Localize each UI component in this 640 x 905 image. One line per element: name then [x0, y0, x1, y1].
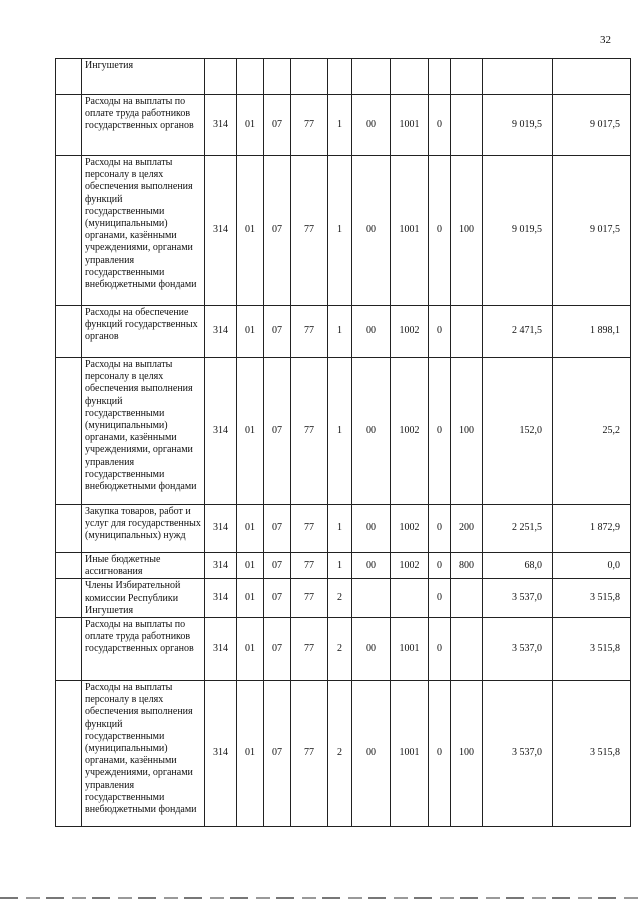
cell-vr: 100 — [451, 358, 483, 505]
cell-gr: 314 — [205, 553, 237, 579]
cell-c1: 77 — [291, 618, 328, 681]
cell-gr: 314 — [205, 95, 237, 156]
cell-c5: 0 — [429, 553, 451, 579]
cell-v1: 3 537,0 — [483, 681, 553, 827]
cell-rz: 01 — [237, 156, 264, 306]
cell-rz: 01 — [237, 505, 264, 553]
cell-c3: 00 — [352, 358, 391, 505]
cell-v1: 3 537,0 — [483, 618, 553, 681]
cell-name: Расходы на выплаты персоналу в целях обеспечения выполнения функций государственными (муниципальными) органами, казёнными учреждениями, органами управления государственными внебюджетными фондами — [82, 358, 205, 505]
cell-c1: 77 — [291, 358, 328, 505]
cell-vr: 100 — [451, 156, 483, 306]
table-row — [56, 358, 631, 505]
cell-vr: 200 — [451, 505, 483, 553]
cell-pr: 07 — [264, 156, 291, 306]
cell-pr: 07 — [264, 505, 291, 553]
cell-c2: 1 — [328, 358, 352, 505]
cell-c5: 0 — [429, 505, 451, 553]
cell-c4 — [391, 579, 429, 618]
cell-v1: 152,0 — [483, 358, 553, 505]
cell-gr — [205, 59, 237, 95]
cell-rz: 01 — [237, 681, 264, 827]
row-blank-cell — [56, 579, 82, 618]
cell-name: Расходы на выплаты персоналу в целях обеспечения выполнения функций государственными (муниципальными) органами, казёнными учреждениями, органами управления государственными внебюджетными фондами — [82, 156, 205, 306]
row-blank-cell — [56, 95, 82, 156]
cell-c3: 00 — [352, 95, 391, 156]
cell-c3: 00 — [352, 306, 391, 358]
table-row — [56, 681, 631, 827]
cell-v2: 3 515,8 — [553, 579, 631, 618]
row-blank-cell — [56, 156, 82, 306]
row-blank-cell — [56, 505, 82, 553]
cell-v2: 1 872,9 — [553, 505, 631, 553]
cell-c2: 2 — [328, 618, 352, 681]
cell-pr: 07 — [264, 95, 291, 156]
cell-rz: 01 — [237, 306, 264, 358]
cell-c3 — [352, 59, 391, 95]
cell-pr — [264, 59, 291, 95]
cell-gr: 314 — [205, 579, 237, 618]
cell-c2: 2 — [328, 579, 352, 618]
cell-vr — [451, 306, 483, 358]
cell-c2: 2 — [328, 681, 352, 827]
cell-gr: 314 — [205, 505, 237, 553]
cell-c5: 0 — [429, 95, 451, 156]
cell-pr: 07 — [264, 618, 291, 681]
row-blank-cell — [56, 306, 82, 358]
cell-gr: 314 — [205, 681, 237, 827]
cell-rz: 01 — [237, 358, 264, 505]
cell-v1: 2 471,5 — [483, 306, 553, 358]
cell-c4: 1001 — [391, 156, 429, 306]
cell-v2: 9 017,5 — [553, 95, 631, 156]
cell-name: Члены Избирательной комиссии Республики Ингушетия — [82, 579, 205, 618]
cell-c4: 1001 — [391, 95, 429, 156]
cell-c5: 0 — [429, 358, 451, 505]
table-row — [56, 156, 631, 306]
cell-c4 — [391, 59, 429, 95]
cell-c5: 0 — [429, 681, 451, 827]
cell-c1: 77 — [291, 505, 328, 553]
cell-gr: 314 — [205, 306, 237, 358]
cell-c3: 00 — [352, 618, 391, 681]
cell-c5: 0 — [429, 618, 451, 681]
page-number: 32 — [600, 34, 611, 46]
row-blank-cell — [56, 358, 82, 505]
cell-c2: 1 — [328, 156, 352, 306]
table-row — [56, 505, 631, 553]
cell-c4: 1001 — [391, 618, 429, 681]
row-blank-cell — [56, 553, 82, 579]
cell-c2: 1 — [328, 95, 352, 156]
cell-c2: 1 — [328, 553, 352, 579]
cell-vr — [451, 618, 483, 681]
cell-c4: 1002 — [391, 306, 429, 358]
cell-vr: 800 — [451, 553, 483, 579]
cell-rz — [237, 59, 264, 95]
scan-edge-artifact — [0, 897, 640, 899]
cell-rz: 01 — [237, 618, 264, 681]
row-blank-cell — [56, 59, 82, 95]
cell-v2: 1 898,1 — [553, 306, 631, 358]
cell-c3: 00 — [352, 681, 391, 827]
cell-v2: 9 017,5 — [553, 156, 631, 306]
row-blank-cell — [56, 618, 82, 681]
cell-name: Ингушетия — [82, 59, 205, 95]
cell-v1 — [483, 59, 553, 95]
cell-c2: 1 — [328, 306, 352, 358]
cell-v1: 3 537,0 — [483, 579, 553, 618]
cell-gr: 314 — [205, 618, 237, 681]
cell-pr: 07 — [264, 358, 291, 505]
cell-name: Расходы на обеспечение функций государственных органов — [82, 306, 205, 358]
cell-c5: 0 — [429, 156, 451, 306]
row-blank-cell — [56, 681, 82, 827]
cell-c3: 00 — [352, 505, 391, 553]
cell-gr: 314 — [205, 156, 237, 306]
cell-v1: 68,0 — [483, 553, 553, 579]
cell-vr — [451, 95, 483, 156]
table-row — [56, 306, 631, 358]
cell-c1: 77 — [291, 95, 328, 156]
cell-c4: 1001 — [391, 681, 429, 827]
cell-c4: 1002 — [391, 505, 429, 553]
cell-c5: 0 — [429, 579, 451, 618]
cell-c4: 1002 — [391, 358, 429, 505]
cell-v1: 9 019,5 — [483, 156, 553, 306]
table-row — [56, 59, 631, 95]
cell-v2: 25,2 — [553, 358, 631, 505]
cell-rz: 01 — [237, 579, 264, 618]
cell-c1 — [291, 59, 328, 95]
cell-c2: 1 — [328, 505, 352, 553]
table-row — [56, 95, 631, 156]
cell-vr: 100 — [451, 681, 483, 827]
cell-name: Расходы на выплаты по оплате труда работников государственных органов — [82, 95, 205, 156]
cell-name: Иные бюджетные ассигнования — [82, 553, 205, 579]
cell-c5 — [429, 59, 451, 95]
table-row — [56, 579, 631, 618]
cell-pr: 07 — [264, 306, 291, 358]
cell-pr: 07 — [264, 681, 291, 827]
cell-v2: 0,0 — [553, 553, 631, 579]
cell-pr: 07 — [264, 553, 291, 579]
cell-rz: 01 — [237, 95, 264, 156]
cell-c1: 77 — [291, 156, 328, 306]
cell-c3: 00 — [352, 553, 391, 579]
budget-table — [55, 58, 631, 827]
cell-c1: 77 — [291, 681, 328, 827]
table-row — [56, 553, 631, 579]
cell-c2 — [328, 59, 352, 95]
cell-pr: 07 — [264, 579, 291, 618]
cell-c5: 0 — [429, 306, 451, 358]
cell-c3: 00 — [352, 156, 391, 306]
cell-v1: 2 251,5 — [483, 505, 553, 553]
cell-c1: 77 — [291, 306, 328, 358]
cell-c1: 77 — [291, 553, 328, 579]
cell-c4: 1002 — [391, 553, 429, 579]
cell-name: Расходы на выплаты персоналу в целях обеспечения выполнения функций государственными (муниципальными) органами, казёнными учреждениями, органами управления государственными внебюджетными фондами — [82, 681, 205, 827]
cell-name: Расходы на выплаты по оплате труда работников государственных органов — [82, 618, 205, 681]
cell-gr: 314 — [205, 358, 237, 505]
cell-v2: 3 515,8 — [553, 681, 631, 827]
cell-vr — [451, 59, 483, 95]
table-row — [56, 618, 631, 681]
cell-v2 — [553, 59, 631, 95]
cell-vr — [451, 579, 483, 618]
cell-rz: 01 — [237, 553, 264, 579]
cell-v1: 9 019,5 — [483, 95, 553, 156]
cell-v2: 3 515,8 — [553, 618, 631, 681]
cell-c3 — [352, 579, 391, 618]
cell-name: Закупка товаров, работ и услуг для государственных (муниципальных) нужд — [82, 505, 205, 553]
cell-c1: 77 — [291, 579, 328, 618]
